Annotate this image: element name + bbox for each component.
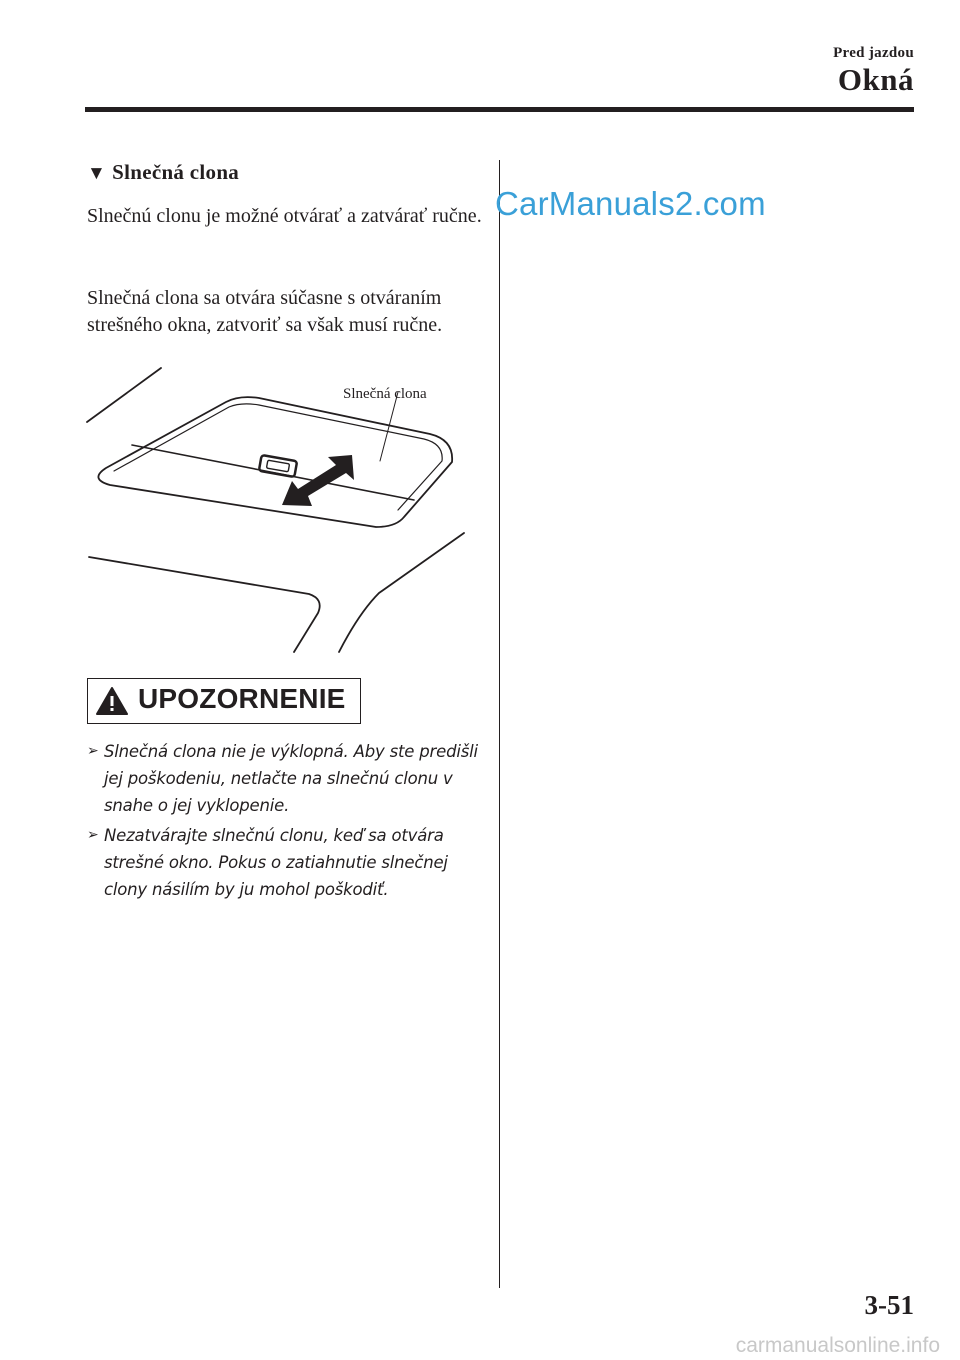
header-section-label: Pred jazdou	[833, 45, 914, 61]
triangle-bullet-icon: ▼	[87, 163, 107, 184]
warning-triangle-icon	[95, 686, 129, 716]
watermark-logo: CarManuals2.com	[495, 185, 766, 222]
arrow-bullet-icon: ➢	[87, 827, 99, 843]
body-paragraph: Slnečnú clonu je možné otvárať a zatvárať ručne.	[87, 205, 482, 227]
section-heading	[87, 160, 239, 185]
caution-label: UPOZORNENIE	[138, 683, 346, 714]
column-divider	[499, 160, 500, 1288]
pillar-edge	[339, 533, 464, 652]
caution-item	[87, 738, 487, 819]
body-paragraph: Slnečná clona sa otvára súčasne s otváraním strešného okna, zatvoriť sa však musí ručne.	[87, 287, 443, 336]
roof-edge-line	[87, 368, 161, 422]
sunshade-illustration	[84, 365, 474, 655]
figure-callout-label: Slnečná clona	[343, 386, 427, 402]
arrow-bullet-icon: ➢	[87, 743, 99, 759]
page-title: Okná	[837, 62, 914, 97]
page-number: 3-51	[864, 1290, 914, 1320]
headliner-edge	[89, 557, 320, 652]
double-arrow-icon	[282, 455, 354, 506]
caution-banner	[87, 678, 361, 724]
header-rule	[85, 107, 914, 112]
section-heading-text: Slnečná clona	[112, 160, 240, 184]
caution-item-text: Nezatvárajte slnečnú clonu, keď sa otvára strešné okno. Pokus o zatiahnutie slnečnej clony násilím by ju mohol poškodiť.	[104, 826, 448, 899]
footer-watermark: carmanualsonline.info	[735, 1334, 940, 1357]
caution-list	[87, 738, 487, 906]
caution-item	[87, 822, 487, 903]
caution-item-text: Slnečná clona nie je výklopná. Aby ste predišli jej poškodeniu, netlačte na slnečnú clonu v snahe o jej vyklopenie.	[104, 742, 478, 815]
sunshade-handle	[259, 455, 297, 477]
